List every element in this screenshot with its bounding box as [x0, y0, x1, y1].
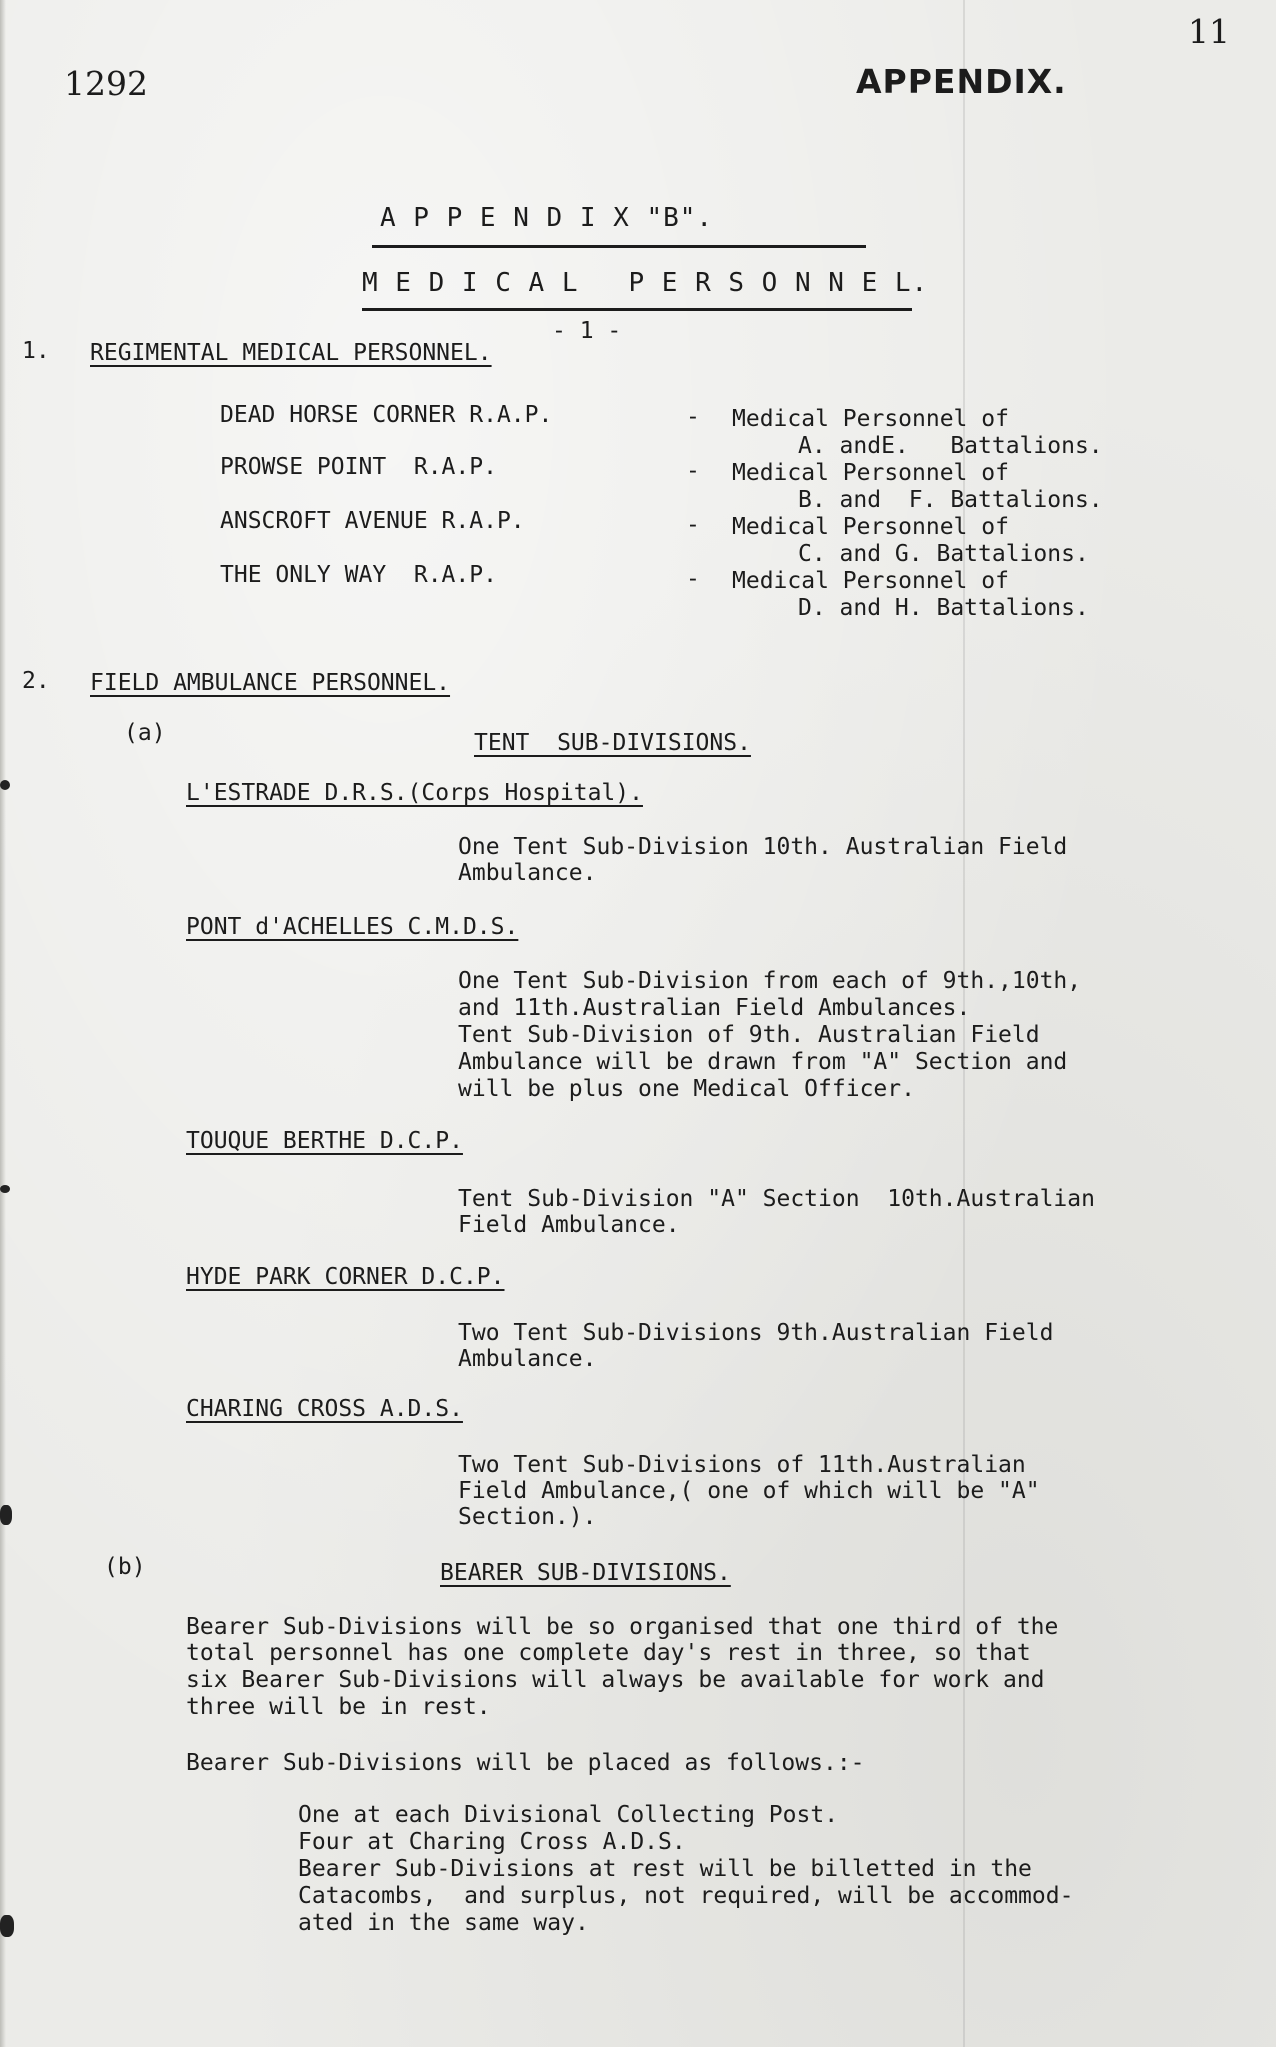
section1-heading: REGIMENTAL MEDICAL PERSONNEL.	[90, 340, 492, 366]
page-number-right: 11	[1188, 12, 1230, 51]
rap-place: DEAD HORSE CORNER R.A.P.	[220, 402, 553, 428]
bearer-subdivisions-heading: BEARER SUB-DIVISIONS.	[440, 1560, 731, 1586]
entry-line: Ambulance.	[458, 1346, 597, 1372]
rap-personnel-line2: C. and G. Battalions.	[798, 541, 1089, 567]
entry-line: Ambulance.	[458, 860, 597, 886]
rap-personnel-line1: Medical Personnel of	[732, 406, 1009, 432]
location-heading: CHARING CROSS A.D.S.	[186, 1396, 463, 1422]
location-heading: HYDE PARK CORNER D.C.P.	[186, 1264, 505, 1290]
sheet-number: - 1 -	[552, 318, 622, 344]
subsection-b-label: (b)	[104, 1554, 146, 1580]
paragraph-line: Bearer Sub-Divisions will be placed as follows.:-	[186, 1750, 865, 1776]
entry-line: One Tent Sub-Division from each of 9th.,10th,	[458, 968, 1082, 994]
list-line: Bearer Sub-Divisions at rest will be billetted in the	[298, 1856, 1032, 1882]
rap-place: ANSCROFT AVENUE R.A.P.	[220, 508, 525, 534]
rap-personnel-line1: Medical Personnel of	[732, 514, 1009, 540]
rap-personnel-line1: Medical Personnel of	[732, 460, 1009, 486]
list-line: ated in the same way.	[298, 1910, 589, 1936]
list-line: Catacombs, and surplus, not required, will be accommod-	[298, 1883, 1074, 1909]
location-heading: PONT d'ACHELLES C.M.D.S.	[186, 914, 519, 940]
ink-speck	[0, 1915, 14, 1937]
section-title-underline	[362, 308, 912, 311]
rap-dash: -	[686, 458, 700, 484]
subsection-a-label: (a)	[124, 720, 166, 746]
page-edge-shadow	[0, 0, 6, 2047]
entry-line: Field Ambulance,( one of which will be "A"	[458, 1478, 1040, 1504]
rap-place: THE ONLY WAY R.A.P.	[220, 562, 497, 588]
paragraph-line: total personnel has one complete day's rest in three, so that	[186, 1640, 1031, 1666]
entry-line: Tent Sub-Division of 9th. Australian Field	[458, 1022, 1040, 1048]
section1-number: 1.	[22, 338, 50, 364]
location-heading: L'ESTRADE D.R.S.(Corps Hospital).	[186, 780, 643, 806]
rap-personnel-line2: A. andE. Battalions.	[798, 433, 1103, 459]
appendix-title: A P P E N D I X "B".	[380, 203, 714, 233]
rap-personnel-line2: D. and H. Battalions.	[798, 595, 1089, 621]
rap-dash: -	[686, 404, 700, 430]
entry-line: Tent Sub-Division "A" Section 10th.Australian	[458, 1186, 1095, 1212]
ink-speck	[0, 780, 10, 790]
list-line: Four at Charing Cross A.D.S.	[298, 1829, 686, 1855]
rap-personnel-line2: B. and F. Battalions.	[798, 487, 1103, 513]
appendix-stamp: APPENDIX.	[856, 62, 1067, 101]
entry-line: Ambulance will be drawn from "A" Section and	[458, 1049, 1068, 1075]
paragraph-line: Bearer Sub-Divisions will be so organised that one third of the	[186, 1614, 1059, 1640]
tent-subdivisions-heading: TENT SUB-DIVISIONS.	[474, 730, 751, 756]
section-title: M E D I C A L P E R S O N N E L.	[362, 268, 929, 298]
entry-line: will be plus one Medical Officer.	[458, 1076, 915, 1102]
entry-line: One Tent Sub-Division 10th. Australian Field	[458, 834, 1068, 860]
rap-place: PROWSE POINT R.A.P.	[220, 454, 497, 480]
rap-dash: -	[686, 512, 700, 538]
rap-dash: -	[686, 566, 700, 592]
rap-personnel-line1: Medical Personnel of	[732, 568, 1009, 594]
entry-line: Field Ambulance.	[458, 1212, 680, 1238]
title-underline	[372, 245, 866, 248]
paragraph-line: six Bearer Sub-Divisions will always be available for work and	[186, 1667, 1045, 1693]
paragraph-line: three will be in rest.	[186, 1694, 491, 1720]
entry-line: Section.).	[458, 1504, 597, 1530]
page-number-left: 1292	[64, 64, 148, 103]
location-heading: TOUQUE BERTHE D.C.P.	[186, 1128, 463, 1154]
entry-line: Two Tent Sub-Divisions 9th.Australian Field	[458, 1320, 1054, 1346]
section2-number: 2.	[22, 668, 50, 694]
ink-speck	[0, 1505, 12, 1525]
entry-line: and 11th.Australian Field Ambulances.	[458, 995, 971, 1021]
entry-line: Two Tent Sub-Divisions of 11th.Australian	[458, 1452, 1026, 1478]
section2-heading: FIELD AMBULANCE PERSONNEL.	[90, 670, 451, 696]
list-line: One at each Divisional Collecting Post.	[298, 1802, 839, 1828]
ink-speck	[0, 1185, 10, 1193]
